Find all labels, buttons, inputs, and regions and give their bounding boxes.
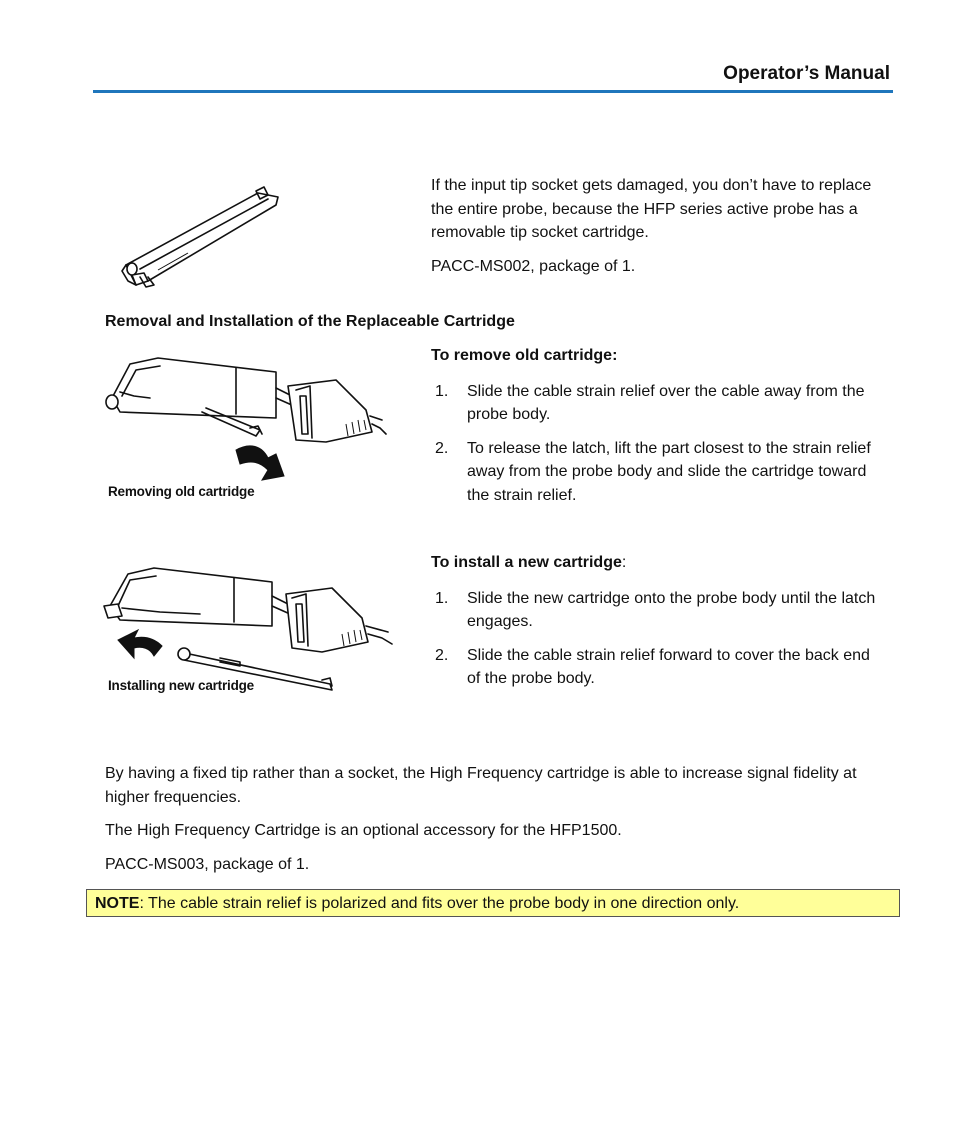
- hf-paragraph: By having a fixed tip rather than a socket, the High Frequency cartridge is able to increase signal fidelity at higher frequencies.: [105, 765, 857, 806]
- list-item: [431, 587, 886, 634]
- remove-heading: To remove old cartridge:: [431, 347, 618, 364]
- step-text: Slide the cable strain relief over the cable away from the probe body.: [467, 382, 865, 423]
- step-number: 1.: [435, 589, 449, 607]
- intro-part-number: PACC-MS002, package of 1.: [431, 257, 636, 275]
- step-text: Slide the new cartridge onto the probe body until the latch engages.: [467, 589, 876, 630]
- note: [95, 892, 739, 915]
- install-heading-colon: :: [621, 554, 627, 571]
- install-heading: To install a new cartridge: [431, 554, 622, 571]
- step-number: 1.: [435, 382, 449, 400]
- curved-arrow-icon: [236, 446, 284, 480]
- cartridge-illustration: [118, 185, 283, 295]
- note-label: NOTE: [95, 895, 140, 912]
- hf-part-number: PACC-MS003, package of 1.: [105, 855, 310, 873]
- hf-optional: The High Frequency Cartridge is an optional accessory for the HFP1500.: [105, 822, 622, 839]
- step-text: To release the latch, lift the part closest to the strain relief away from the probe body and slide the cartridge toward the strain relief.: [467, 439, 871, 504]
- install-steps-list: [431, 587, 886, 691]
- list-item: [431, 644, 886, 691]
- remove-steps-list: [431, 380, 886, 508]
- list-item: [431, 437, 886, 508]
- note-text: : The cable strain relief is polarized and fits over the probe body in one direction only.: [139, 895, 740, 912]
- removing-cartridge-illustration: [100, 350, 400, 490]
- step-text: Slide the cable strain relief forward to cover the back end of the probe body.: [467, 646, 870, 687]
- step-number: 2.: [435, 439, 449, 457]
- section-heading: Removal and Installation of the Replaceable Cartridge: [105, 313, 515, 330]
- intro-paragraph: If the input tip socket gets damaged, you don’t have to replace the entire probe, because the HFP series active probe has a removable tip socket cartridge.: [431, 177, 872, 241]
- step-number: 2.: [435, 646, 449, 664]
- removing-figure-label: Removing old cartridge: [108, 484, 255, 499]
- installing-figure-label: Installing new cartridge: [108, 678, 254, 693]
- header-rule: [93, 90, 893, 93]
- installing-cartridge-illustration: [100, 560, 400, 695]
- page-header-title: Operator’s Manual: [723, 63, 890, 84]
- list-item: [431, 380, 886, 427]
- curved-arrow-icon: [118, 630, 162, 658]
